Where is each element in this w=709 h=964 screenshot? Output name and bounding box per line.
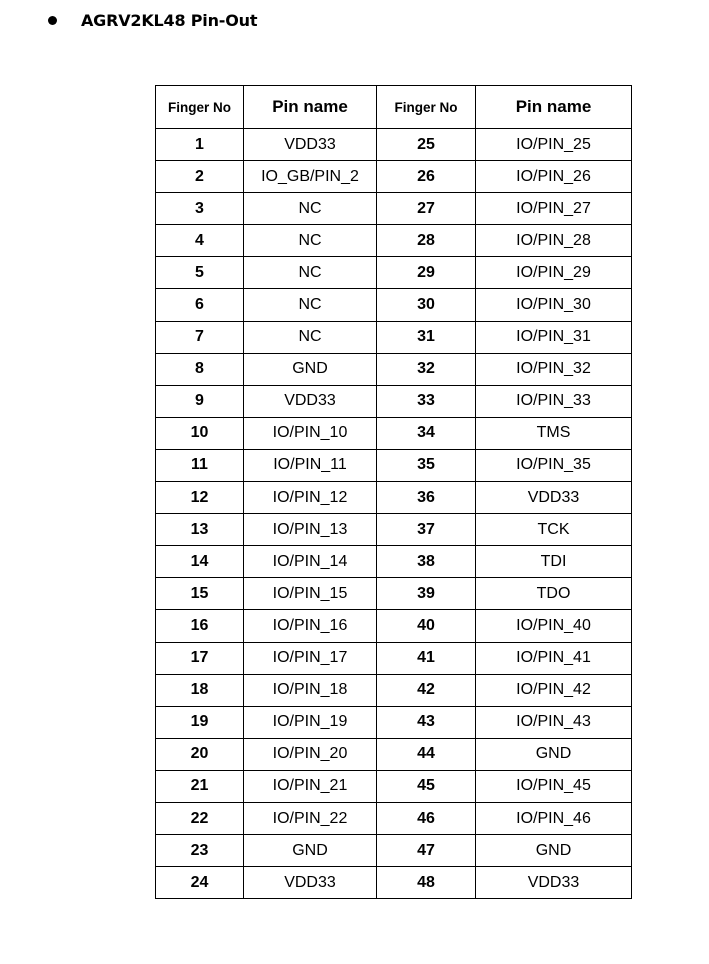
page-title: AGRV2KL48 Pin-Out xyxy=(81,10,258,30)
pin-name-cell: IO/PIN_35 xyxy=(476,449,632,481)
finger-no-cell: 21 xyxy=(156,770,244,802)
pin-name-cell: VDD33 xyxy=(244,385,377,417)
header-finger-no-left: Finger No xyxy=(156,86,244,129)
finger-no-cell: 26 xyxy=(377,161,476,193)
table-row xyxy=(156,514,632,546)
header-pin-name-left: Pin name xyxy=(244,86,377,129)
finger-no-cell: 2 xyxy=(156,161,244,193)
pin-name-cell: IO/PIN_41 xyxy=(476,642,632,674)
table-row xyxy=(156,257,632,289)
finger-no-cell: 47 xyxy=(377,835,476,867)
table-row xyxy=(156,129,632,161)
finger-no-cell: 34 xyxy=(377,417,476,449)
table-row xyxy=(156,674,632,706)
table-row xyxy=(156,738,632,770)
finger-no-cell: 3 xyxy=(156,193,244,225)
finger-no-cell: 17 xyxy=(156,642,244,674)
table-row xyxy=(156,610,632,642)
finger-no-cell: 41 xyxy=(377,642,476,674)
section-heading xyxy=(48,8,257,32)
pin-name-cell: VDD33 xyxy=(244,867,377,899)
pin-name-cell: IO/PIN_31 xyxy=(476,321,632,353)
table-row xyxy=(156,835,632,867)
pin-name-cell: IO/PIN_11 xyxy=(244,449,377,481)
table-header-row xyxy=(156,86,632,129)
finger-no-cell: 31 xyxy=(377,321,476,353)
pin-name-cell: IO/PIN_12 xyxy=(244,482,377,514)
finger-no-cell: 8 xyxy=(156,353,244,385)
table-row xyxy=(156,289,632,321)
finger-no-cell: 12 xyxy=(156,482,244,514)
finger-no-cell: 6 xyxy=(156,289,244,321)
table-row xyxy=(156,353,632,385)
pin-name-cell: IO/PIN_43 xyxy=(476,706,632,738)
finger-no-cell: 32 xyxy=(377,353,476,385)
pin-name-cell: IO/PIN_32 xyxy=(476,353,632,385)
finger-no-cell: 35 xyxy=(377,449,476,481)
pin-name-cell: IO_GB/PIN_2 xyxy=(244,161,377,193)
pin-name-cell: GND xyxy=(476,738,632,770)
pin-name-cell: IO/PIN_30 xyxy=(476,289,632,321)
header-pin-name-right: Pin name xyxy=(476,86,632,129)
pin-name-cell: IO/PIN_10 xyxy=(244,417,377,449)
bullet-icon xyxy=(48,16,57,25)
finger-no-cell: 5 xyxy=(156,257,244,289)
pin-name-cell: IO/PIN_29 xyxy=(476,257,632,289)
pin-name-cell: NC xyxy=(244,321,377,353)
table-row xyxy=(156,642,632,674)
finger-no-cell: 16 xyxy=(156,610,244,642)
finger-no-cell: 37 xyxy=(377,514,476,546)
finger-no-cell: 39 xyxy=(377,578,476,610)
pin-name-cell: IO/PIN_18 xyxy=(244,674,377,706)
finger-no-cell: 13 xyxy=(156,514,244,546)
table-row xyxy=(156,802,632,834)
pin-name-cell: IO/PIN_22 xyxy=(244,802,377,834)
table-row xyxy=(156,449,632,481)
table-row xyxy=(156,867,632,899)
table-row xyxy=(156,385,632,417)
pin-name-cell: IO/PIN_40 xyxy=(476,610,632,642)
table-row xyxy=(156,321,632,353)
table-row xyxy=(156,161,632,193)
pin-name-cell: IO/PIN_46 xyxy=(476,802,632,834)
pin-name-cell: NC xyxy=(244,257,377,289)
finger-no-cell: 10 xyxy=(156,417,244,449)
pin-name-cell: VDD33 xyxy=(476,482,632,514)
pin-name-cell: GND xyxy=(244,835,377,867)
finger-no-cell: 43 xyxy=(377,706,476,738)
pin-name-cell: IO/PIN_15 xyxy=(244,578,377,610)
finger-no-cell: 23 xyxy=(156,835,244,867)
pin-name-cell: IO/PIN_16 xyxy=(244,610,377,642)
pin-name-cell: IO/PIN_25 xyxy=(476,129,632,161)
pin-name-cell: IO/PIN_27 xyxy=(476,193,632,225)
table-row xyxy=(156,770,632,802)
pin-name-cell: IO/PIN_45 xyxy=(476,770,632,802)
finger-no-cell: 33 xyxy=(377,385,476,417)
finger-no-cell: 45 xyxy=(377,770,476,802)
finger-no-cell: 27 xyxy=(377,193,476,225)
pin-name-cell: NC xyxy=(244,289,377,321)
pin-name-cell: IO/PIN_13 xyxy=(244,514,377,546)
pin-name-cell: IO/PIN_33 xyxy=(476,385,632,417)
finger-no-cell: 48 xyxy=(377,867,476,899)
finger-no-cell: 36 xyxy=(377,482,476,514)
pin-name-cell: IO/PIN_20 xyxy=(244,738,377,770)
finger-no-cell: 14 xyxy=(156,546,244,578)
pin-name-cell: TMS xyxy=(476,417,632,449)
finger-no-cell: 38 xyxy=(377,546,476,578)
finger-no-cell: 11 xyxy=(156,449,244,481)
pin-name-cell: IO/PIN_14 xyxy=(244,546,377,578)
pin-name-cell: IO/PIN_19 xyxy=(244,706,377,738)
pinout-table xyxy=(155,85,632,899)
finger-no-cell: 18 xyxy=(156,674,244,706)
table-body xyxy=(156,129,632,899)
finger-no-cell: 22 xyxy=(156,802,244,834)
finger-no-cell: 1 xyxy=(156,129,244,161)
finger-no-cell: 46 xyxy=(377,802,476,834)
finger-no-cell: 30 xyxy=(377,289,476,321)
table-row xyxy=(156,706,632,738)
finger-no-cell: 7 xyxy=(156,321,244,353)
pin-name-cell: IO/PIN_21 xyxy=(244,770,377,802)
finger-no-cell: 29 xyxy=(377,257,476,289)
finger-no-cell: 44 xyxy=(377,738,476,770)
pin-name-cell: GND xyxy=(476,835,632,867)
table-row xyxy=(156,193,632,225)
finger-no-cell: 25 xyxy=(377,129,476,161)
finger-no-cell: 9 xyxy=(156,385,244,417)
finger-no-cell: 20 xyxy=(156,738,244,770)
pin-name-cell: IO/PIN_26 xyxy=(476,161,632,193)
pin-name-cell: VDD33 xyxy=(476,867,632,899)
pin-name-cell: GND xyxy=(244,353,377,385)
table-row xyxy=(156,225,632,257)
finger-no-cell: 24 xyxy=(156,867,244,899)
table-row xyxy=(156,578,632,610)
pin-name-cell: VDD33 xyxy=(244,129,377,161)
finger-no-cell: 40 xyxy=(377,610,476,642)
finger-no-cell: 42 xyxy=(377,674,476,706)
table-row xyxy=(156,417,632,449)
table-row xyxy=(156,482,632,514)
pin-name-cell: TDI xyxy=(476,546,632,578)
header-finger-no-right: Finger No xyxy=(377,86,476,129)
pin-name-cell: NC xyxy=(244,193,377,225)
pin-name-cell: IO/PIN_28 xyxy=(476,225,632,257)
pin-name-cell: TCK xyxy=(476,514,632,546)
finger-no-cell: 4 xyxy=(156,225,244,257)
pin-name-cell: TDO xyxy=(476,578,632,610)
pin-name-cell: IO/PIN_42 xyxy=(476,674,632,706)
pin-name-cell: NC xyxy=(244,225,377,257)
table-row xyxy=(156,546,632,578)
pin-name-cell: IO/PIN_17 xyxy=(244,642,377,674)
finger-no-cell: 19 xyxy=(156,706,244,738)
finger-no-cell: 15 xyxy=(156,578,244,610)
finger-no-cell: 28 xyxy=(377,225,476,257)
